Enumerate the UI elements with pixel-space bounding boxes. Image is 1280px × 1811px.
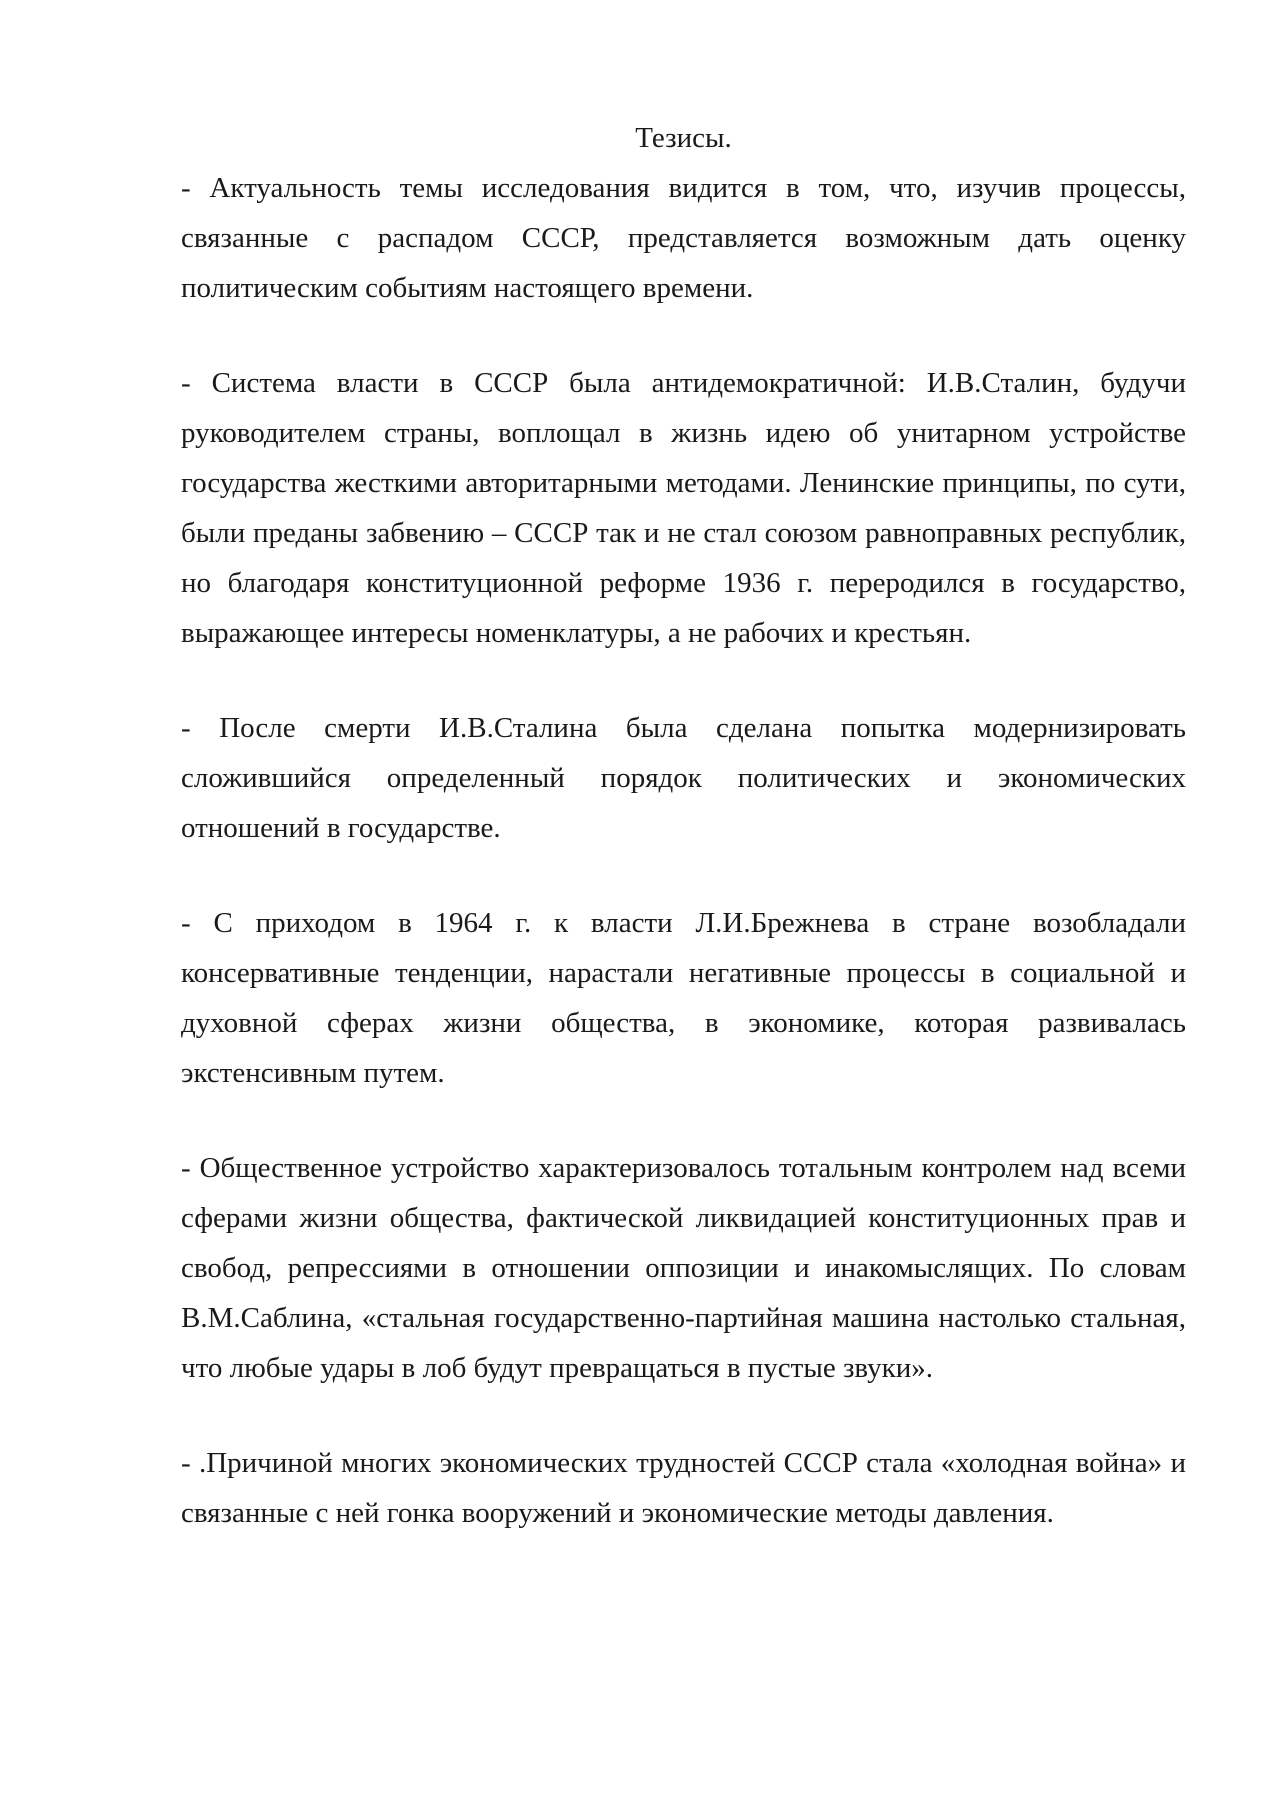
document-title: Тезисы. xyxy=(635,122,732,154)
document-body xyxy=(181,113,1186,1538)
thesis-paragraph: - .Причиной многих экономических трудностей СССР стала «холодная война» и связанные с ней гонка вооружений и экономические методы давления. xyxy=(181,1447,1186,1529)
thesis-paragraph: - После смерти И.В.Сталина была сделана попытка модернизировать сложившийся определенный порядок политических и экономических отношений в государстве. xyxy=(181,712,1186,844)
thesis-paragraph: - Актуальность темы исследования видится в том, что, изучив процессы, связанные с распадом СССР, представляется возможным дать оценку политическим событиям настоящего времени. xyxy=(181,172,1186,304)
thesis-paragraph: - Система власти в СССР была антидемократичной: И.В.Сталин, будучи руководителем страны, воплощал в жизнь идею об унитарном устройстве государства жесткими авторитарными методами. Ленинские принципы, по сути, были преданы забвению – СССР так и не стал союзом равноправных республик, но благодаря конституционной реформе 1936 г. переродился в государство, выражающее интересы номенклатуры, а не рабочих и крестьян. xyxy=(181,367,1186,649)
thesis-paragraph: - С приходом в 1964 г. к власти Л.И.Брежнева в стране возобладали консервативные тенденции, нарастали негативные процессы в социальной и духовной сферах жизни общества, в экономике, которая развивалась экстенсивным путем. xyxy=(181,907,1186,1089)
thesis-paragraph: - Общественное устройство характеризовалось тотальным контролем над всеми сферами жизни общества, фактической ликвидацией конституционных прав и свобод, репрессиями в отношении оппозиции и инакомыслящих. По словам В.М.Саблина, «стальная государственно-партийная машина настолько стальная, что любые удары в лоб будут превращаться в пустые звуки». xyxy=(181,1152,1186,1384)
